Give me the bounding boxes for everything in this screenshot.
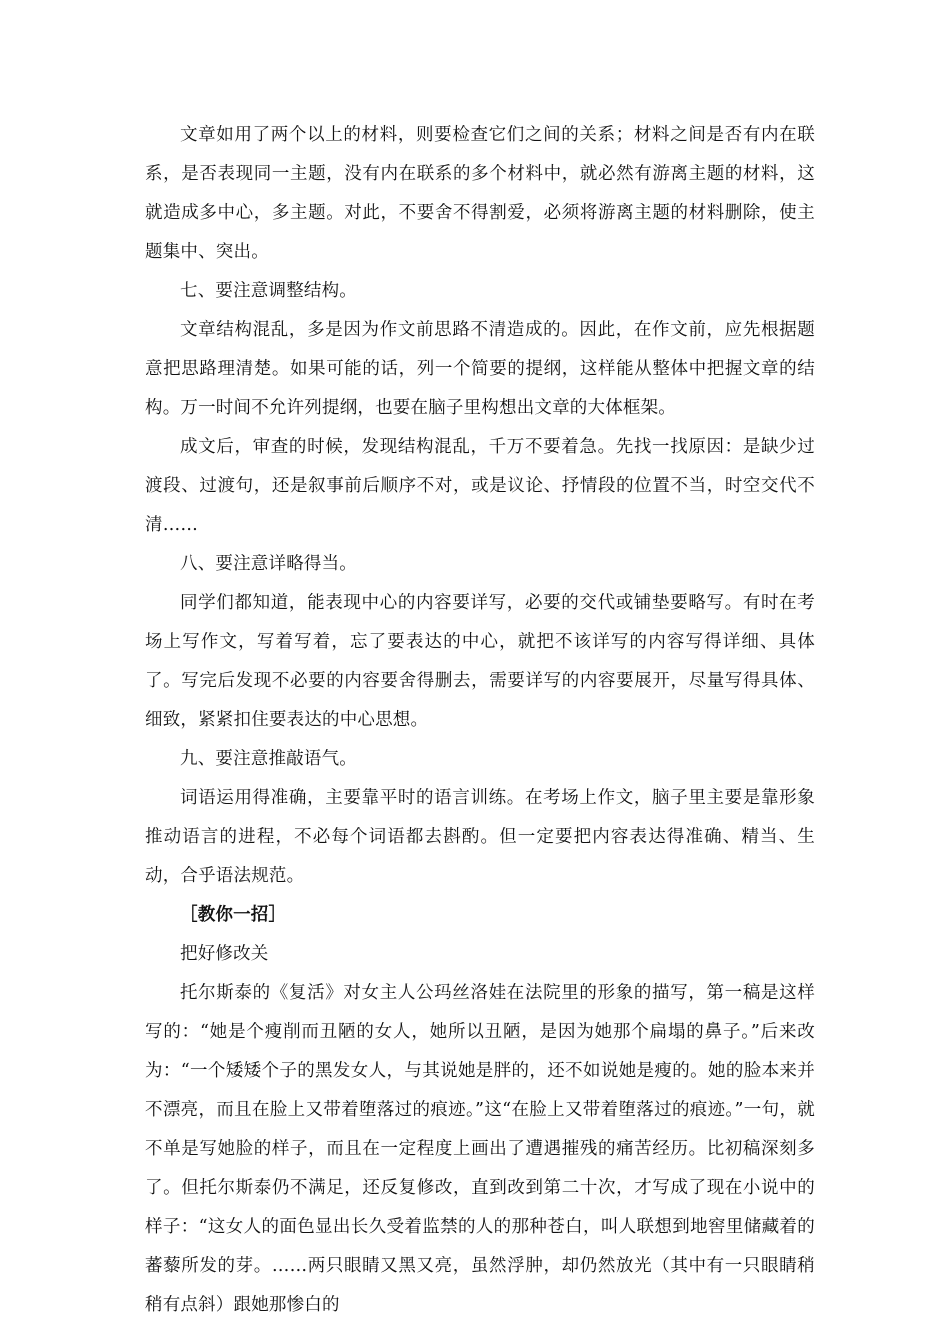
tip-subtitle: 把好修改关 <box>180 944 269 964</box>
paragraph-structure: 文章结构混乱，多是因为作文前思路不清造成的。因此，在作文前，应先根据题意把思路理清楚。如果可能的话，列一个简要的提纲，这样能从整体中把握文章的结构。万一时间不允许列提纲，也要在脑子里构想出文章的大体框架。 <box>145 320 815 418</box>
body-text <box>145 116 815 1325</box>
tip-heading: ［教你一招］ <box>180 905 287 925</box>
paragraph-review: 成文后，审查的时候，发现结构混乱，千万不要着急。先找一找原因：是缺少过渡段、过渡句，还是叙事前后顺序不对，或是议论、抒情段的位置不当，时空交代不清…… <box>145 437 815 535</box>
paragraph-tolstoy: 托尔斯泰的《复活》对女主人公玛丝洛娃在法院里的形象的描写，第一稿是这样写的：“她是个瘦削而丑陋的女人，她所以丑陋，是因为她那个扁塌的鼻子。”后来改为：“一个矮矮个子的黑发女人，与其说她是胖的，还不如说她是瘦的。她的脸本来并不漂亮，而且在脸上又带着堕落过的痕迹。”这“在脸上又带着堕落过的痕迹。”一句，就不单是写她脸的样子，而且在一定程度上画出了遭遇摧残的痛苦经历。比初稿深刻多了。但托尔斯泰仍不满足，还反复修改，直到改到第二十次，才写成了现在小说中的样子：“这女人的面色显出长久受着监禁的人的那种苍白，叫人联想到地窖里储藏着的蕃藜所发的芽。……两只眼睛又黑又亮，虽然浮肿，却仍然放光（其中有一只眼睛稍稍有点斜）跟她那惨白的 <box>145 983 815 1315</box>
section-heading-detail: 八、要注意详略得当。 <box>180 554 357 574</box>
section-heading-structure: 七、要注意调整结构。 <box>180 281 357 301</box>
paragraph-materials: 文章如用了两个以上的材料，则要检查它们之间的关系；材料之间是否有内在联系，是否表现同一主题，没有内在联系的多个材料中，就必然有游离主题的材料，这就造成多中心，多主题。对此，不要舍不得割爱，必须将游离主题的材料删除，使主题集中、突出。 <box>145 125 815 262</box>
section-heading-wording: 九、要注意推敲语气。 <box>180 749 357 769</box>
paragraph-detail: 同学们都知道，能表现中心的内容要详写，必要的交代或铺垫要略写。有时在考场上写作文，写着写着，忘了要表达的中心，就把不该详写的内容写得详细、具体了。写完后发现不必要的内容要舍得删去，需要详写的内容要展开，尽量写得具体、细致，紧紧扣住要表达的中心思想。 <box>145 593 815 730</box>
paragraph-wording: 词语运用得准确，主要靠平时的语言训练。在考场上作文，脑子里主要是靠形象推动语言的进程，不必每个词语都去斟酌。但一定要把内容表达得准确、精当、生动，合乎语法规范。 <box>145 788 815 886</box>
